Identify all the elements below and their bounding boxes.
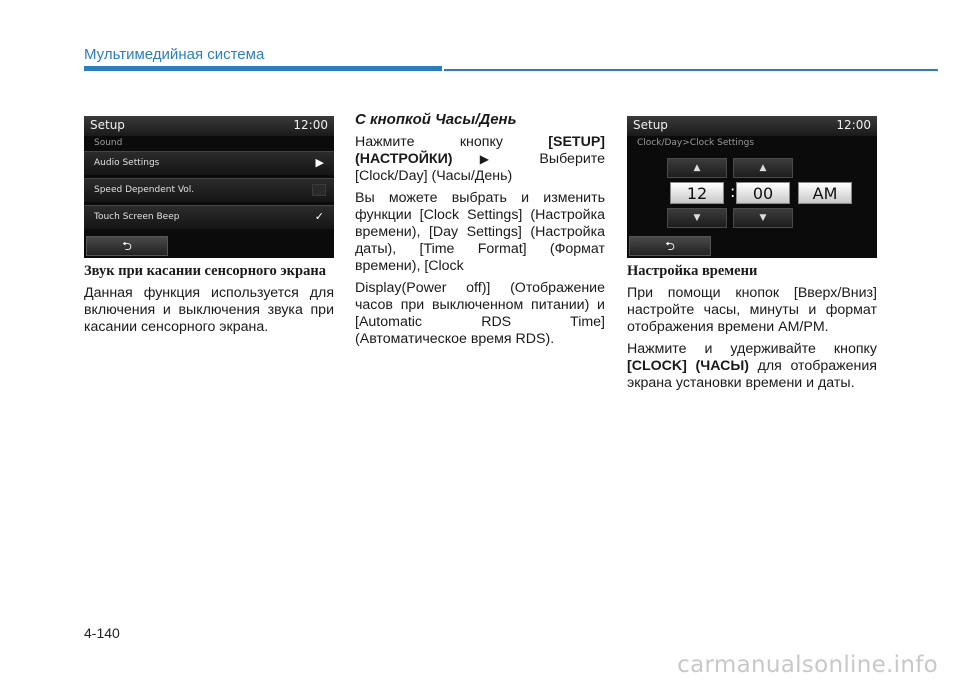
- functions-paragraph-cont: Display(Power off)] (Отображение часов при выключенном питании) и [Automatic RDS Time] (Автоматическое время RDS).: [355, 280, 605, 347]
- setup-button-label: [SETUP] (НАСТРОЙКИ): [355, 134, 605, 167]
- hour-value: 12: [670, 182, 724, 204]
- back-arrow-icon: ⮌: [86, 236, 168, 256]
- triangle-down-icon: ▼: [667, 208, 727, 228]
- screen-subtitle: Clock/Day>Clock Settings: [637, 138, 755, 148]
- screen-subtitle: Sound: [94, 138, 123, 148]
- play-arrow-icon: ▶: [315, 156, 324, 169]
- minute-spinner: [733, 158, 793, 232]
- menu-row-touch-screen-beep: [84, 205, 334, 229]
- clock-button-label: [CLOCK] (ЧАСЫ): [627, 358, 749, 374]
- menu-row-label: Speed Dependent Vol.: [94, 185, 195, 195]
- column-2: [355, 111, 605, 348]
- menu-row-label: Audio Settings: [94, 158, 160, 168]
- menu-row-audio-settings: [84, 151, 334, 175]
- instruction-text: Выберите [Clock/Day] (Часы/День): [355, 151, 605, 184]
- instruction-text: Нажмите кнопку: [355, 134, 549, 150]
- section-header-title: Мультимедийная система: [84, 46, 265, 63]
- instruction-text: Нажмите и удерживайте кнопку: [627, 341, 877, 357]
- checkbox-empty-icon: [312, 184, 326, 196]
- column-1: [84, 116, 334, 336]
- clock-button-paragraph: [627, 341, 877, 392]
- screen-topbar: [627, 116, 877, 136]
- section-heading-time-setting: Настройка времени: [627, 263, 758, 279]
- triangle-up-icon: ▲: [667, 158, 727, 178]
- section-heading-clock-day-button: С кнопкой Часы/День: [355, 111, 517, 128]
- section-heading-touch-beep: Звук при касании сенсорного экрана: [84, 263, 326, 279]
- menu-row-label: Touch Screen Beep: [94, 212, 180, 222]
- section-body-touch-beep: Данная функция используется для включения и выключения звука при касании сенсорного экрана.: [84, 285, 334, 335]
- screen-topbar: [84, 116, 334, 136]
- screen-clock: 12:00: [836, 118, 871, 132]
- time-colon: :: [730, 182, 736, 201]
- screen-title: Setup: [633, 118, 668, 132]
- checkmark-icon: ✓: [314, 210, 324, 223]
- ampm-spinner: [795, 158, 855, 232]
- page-number: 4-140: [84, 625, 120, 641]
- screen-clock: 12:00: [293, 118, 328, 132]
- clock-settings-screenshot: [627, 116, 877, 258]
- menu-row-speed-dependent-vol: [84, 178, 334, 202]
- instruction-paragraph: [355, 134, 605, 185]
- arrow-right-icon: ▶: [479, 152, 513, 166]
- minute-value: 00: [736, 182, 790, 204]
- header-rule-thick: [84, 66, 442, 71]
- screen-title: Setup: [90, 118, 125, 132]
- back-arrow-icon: ⮌: [629, 236, 711, 256]
- column-3: [627, 116, 877, 392]
- hour-spinner: [667, 158, 727, 232]
- instruction-text: для отображения экрана установки времени и даты.: [627, 358, 877, 391]
- functions-paragraph: Вы можете выбрать и изменить функции [Clock Settings] (Настройка времени), [Day Settings] (Настройка даты), [Time Format] (Формат времени), [Clock: [355, 190, 605, 274]
- triangle-up-icon: ▲: [733, 158, 793, 178]
- triangle-down-icon: ▼: [733, 208, 793, 228]
- header-rule-thin: [444, 69, 938, 71]
- sound-setup-screenshot: [84, 116, 334, 258]
- ampm-value: AM: [798, 182, 852, 204]
- watermark: carmanualsonline.info: [677, 652, 938, 678]
- time-setting-paragraph: При помощи кнопок [Вверх/Вниз] настройте часы, минуты и формат отображения времени AM/PM.: [627, 285, 877, 335]
